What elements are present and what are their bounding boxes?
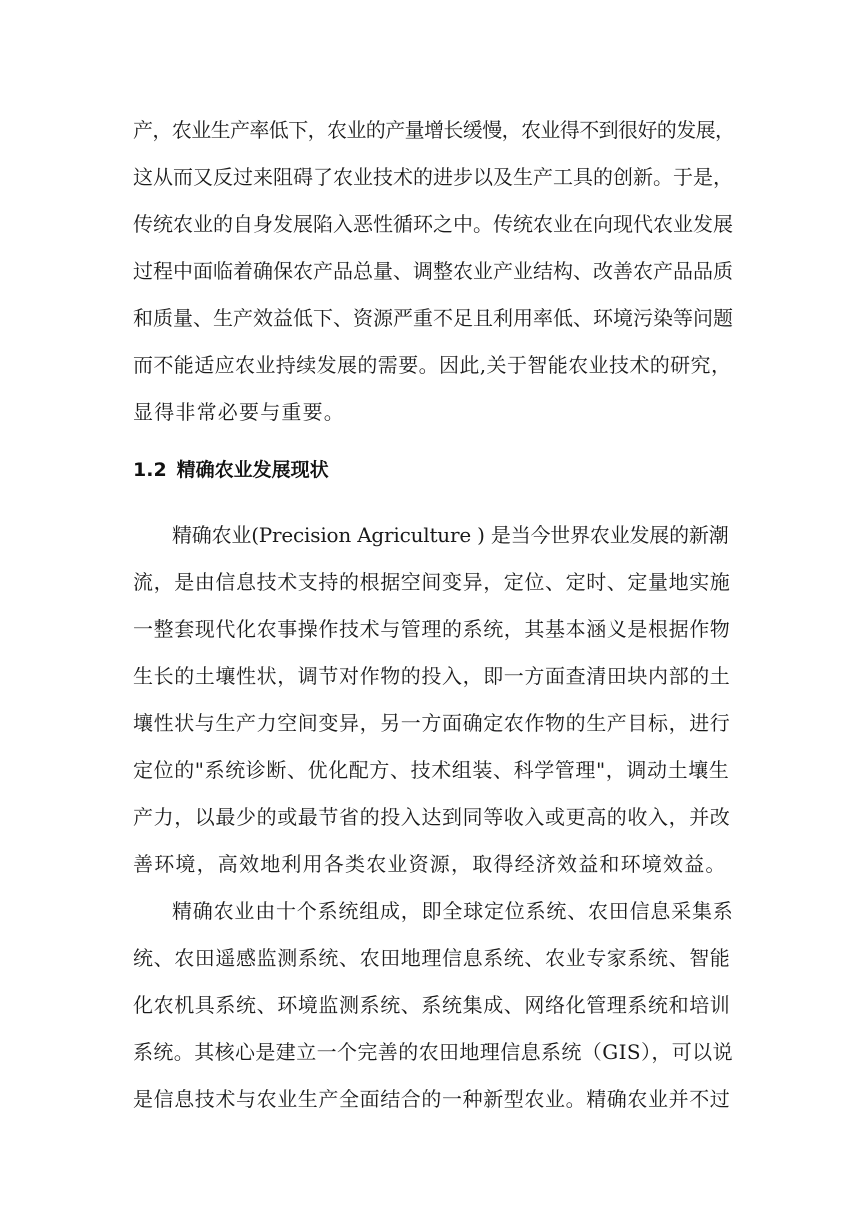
text-line: 化农机具系统、环境监测系统、系统集成、网络化管理系统和培训 xyxy=(133,993,731,1017)
section-title: 精确农业发展现状 xyxy=(176,459,329,481)
text-line: 善环境，高效地利用各类农业资源，取得经济效益和环境效益。 xyxy=(133,852,727,876)
text-line: 系统。其核心是建立一个完善的农田地理信息系统（GIS），可以说 xyxy=(133,1040,733,1064)
text-line: 而不能适应农业持续发展的需要。因此,关于智能农业技术的研究， xyxy=(133,353,732,377)
text-line: 过程中面临着确保农产品总量、调整农业产业结构、改善农产品品质 xyxy=(133,259,733,283)
text-line: 显得非常必要与重要。 xyxy=(133,400,345,424)
text-line: 是信息技术与农业生产全面结合的一种新型农业。精确农业并不过 xyxy=(133,1087,731,1111)
text-line: 定位的"系统诊断、优化配方、技术组装、科学管理"，调动土壤生 xyxy=(133,758,730,782)
text-line: 这从而又反过来阻碍了农业技术的进步以及生产工具的创新。于是， xyxy=(133,165,733,189)
text-line: 和质量、生产效益低下、资源严重不足且利用率低、环境污染等问题 xyxy=(133,306,733,330)
text-line: 壤性状与生产力空间变异，另一方面确定农作物的生产目标，进行 xyxy=(133,711,731,735)
text-line: 产，农业生产率低下，农业的产量增长缓慢，农业得不到很好的发展， xyxy=(133,118,735,142)
text-line: 生长的土壤性状，调节对作物的投入，即一方面查清田块内部的土 xyxy=(133,664,731,688)
text-line: 精确农业由十个系统组成，即全球定位系统、农田信息采集系 xyxy=(172,899,734,923)
text-line: 精确农业(Precision Agriculture ) 是当今世界农业发展的新潮 xyxy=(172,523,729,547)
text-line: 一整套现代化农事操作技术与管理的系统，其基本涵义是根据作物 xyxy=(133,617,731,641)
text-line: 产力，以最少的或最节省的投入达到同等收入或更高的收入，并改 xyxy=(133,805,731,829)
section-heading xyxy=(133,457,329,483)
section-number: 1.2 xyxy=(133,459,167,481)
text-line: 传统农业的自身发展陷入恶性循环之中。传统农业在向现代农业发展 xyxy=(133,212,733,236)
text-line: 流，是由信息技术支持的根据空间变异，定位、定时、定量地实施 xyxy=(133,570,731,594)
text-line: 统、农田遥感监测系统、农田地理信息系统、农业专家系统、智能 xyxy=(133,946,731,970)
